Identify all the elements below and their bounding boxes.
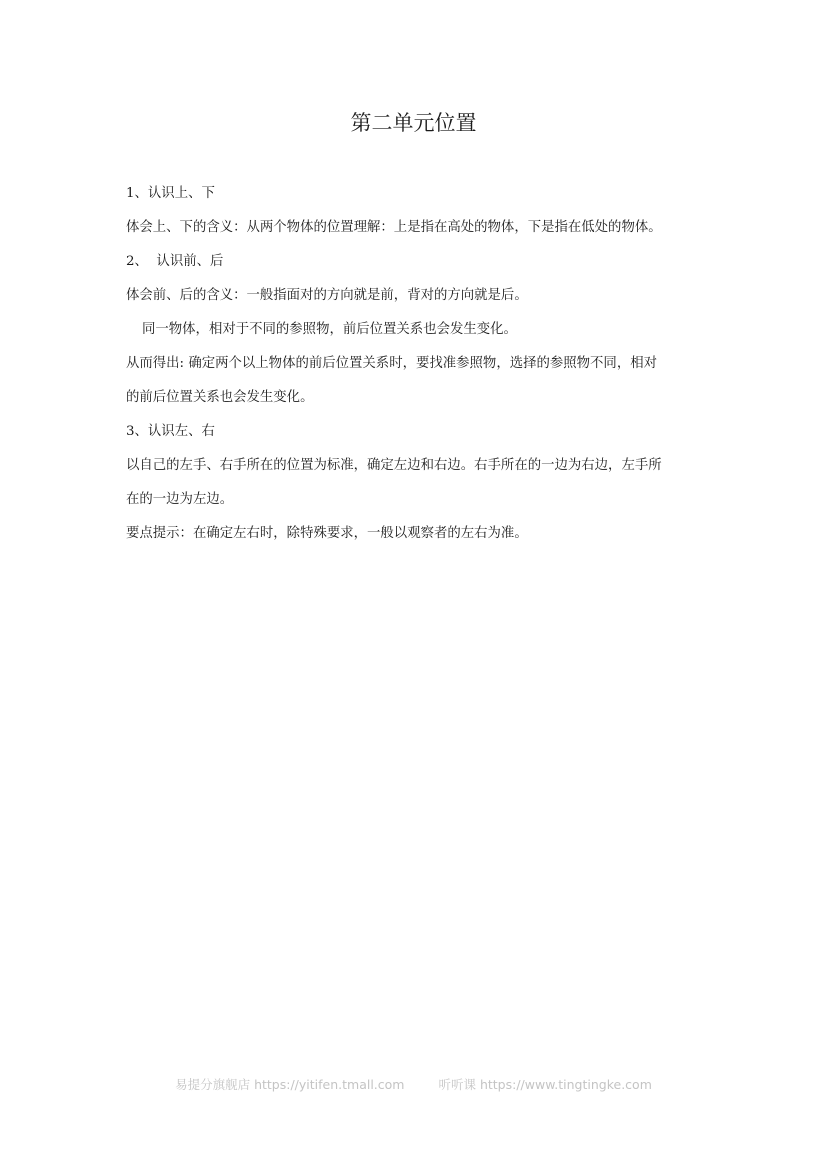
paragraph-conclusion-line2: 的前后位置关系也会发生变化。 — [126, 390, 314, 405]
footer-link-yitifen[interactable]: 易提分旗舰店 https://yitifen.tmall.com — [175, 1077, 405, 1092]
paragraph-key-tip: 要点提示：在确定左右时，除特殊要求，一般以观察者的左右为准。 — [126, 526, 528, 541]
page-footer — [0, 1076, 827, 1094]
page-title: 第二单元位置 — [350, 111, 477, 135]
section-heading-left-right: 3、认识左、右 — [126, 424, 215, 439]
section-heading-up-down: 1、认识上、下 — [126, 186, 215, 201]
footer-link-tingtingke[interactable]: 听听课 https://www.tingtingke.com — [438, 1077, 652, 1092]
paragraph-conclusion-line1: 从而得出: 确定两个以上物体的前后位置关系时，要找准参照物，选择的参照物不同，相对 — [126, 356, 657, 371]
paragraph-left-right-line2: 在的一边为左边。 — [126, 492, 234, 507]
section-heading-front-back: 2、 认识前、后 — [126, 254, 224, 269]
document-body — [126, 177, 716, 551]
paragraph-left-right-line1: 以自己的左手、右手所在的位置为标准，确定左边和右边。右手所在的一边为右边，左手所 — [126, 458, 662, 473]
paragraph-front-back-meaning: 体会前、后的含义：一般指面对的方向就是前，背对的方向就是后。 — [126, 288, 528, 303]
paragraph-up-down-meaning: 体会上、下的含义：从两个物体的位置理解：上是指在高处的物体，下是指在低处的物体。 — [126, 220, 662, 235]
paragraph-reference-object: 同一物体，相对于不同的参照物，前后位置关系也会发生变化。 — [142, 322, 517, 337]
